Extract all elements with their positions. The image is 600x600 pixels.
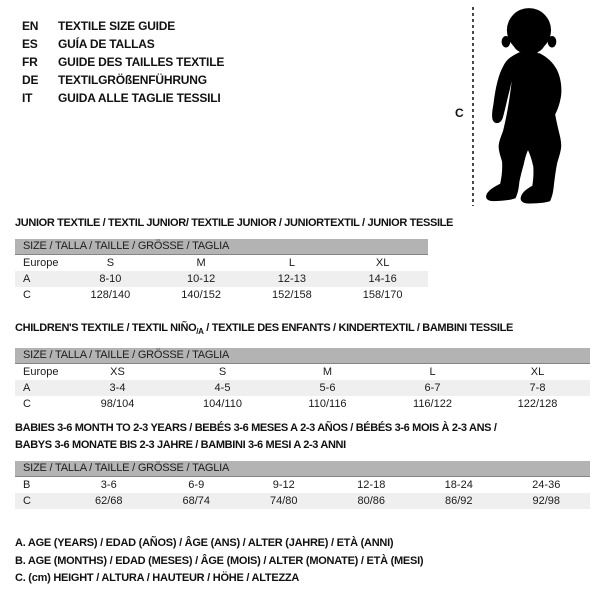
table-row xyxy=(15,255,428,271)
cell: 14-16 xyxy=(368,273,397,285)
table-row xyxy=(15,380,590,396)
cell: 98/104 xyxy=(100,398,135,410)
cell: 68/74 xyxy=(182,495,211,507)
language-code: IT xyxy=(22,91,33,105)
cell: 128/140 xyxy=(90,289,131,301)
table-row xyxy=(15,287,428,303)
babies-section-title xyxy=(15,420,497,454)
row-label: Europe xyxy=(23,366,59,378)
table-row xyxy=(15,493,590,509)
row-label: C xyxy=(23,289,31,301)
babies-title-line2: BABYS 3-6 MONATE BIS 2-3 JAHRE / BAMBINI 3-6 MESI A 2-3 ANNI xyxy=(15,439,346,451)
cell: 12-18 xyxy=(357,479,386,491)
cell: 24-36 xyxy=(532,479,561,491)
row-label: Europe xyxy=(23,257,59,269)
babies-size-header: SIZE / TALLA / TAILLE / GRÖSSE / TAGLIA xyxy=(15,461,590,477)
cell: 8-10 xyxy=(99,273,122,285)
children-title-suffix: / TEXTILE DES ENFANTS / KINDERTEXTIL / BAMBINI TESSILE xyxy=(203,322,513,334)
language-code: EN xyxy=(22,19,39,33)
cell: S xyxy=(218,366,227,378)
toddler-body xyxy=(486,52,561,203)
junior-size-header: SIZE / TALLA / TAILLE / GRÖSSE / TAGLIA xyxy=(15,239,428,255)
cell: 140/152 xyxy=(181,289,221,301)
cell: 80/86 xyxy=(357,495,386,507)
cell: 18-24 xyxy=(444,479,473,491)
children-title-subscript: /A xyxy=(196,327,204,337)
cell: 122/128 xyxy=(517,398,558,410)
language-row-en xyxy=(22,17,224,35)
children-section-title xyxy=(15,320,513,340)
junior-size-table xyxy=(15,239,428,303)
cell: L xyxy=(288,257,295,269)
cell: 116/122 xyxy=(413,398,452,410)
cell: L xyxy=(429,366,436,378)
language-code: DE xyxy=(22,73,39,87)
height-measure-dotted-line xyxy=(472,7,474,206)
cell: 4-5 xyxy=(214,382,231,394)
table-row xyxy=(15,396,590,412)
row-label: C xyxy=(23,495,31,507)
legend-line-c: C. (cm) HEIGHT / ALTURA / HAUTEUR / HÖHE / ALTEZZA xyxy=(15,572,300,584)
cell: 74/80 xyxy=(269,495,298,507)
junior-section-title: JUNIOR TEXTILE / TEXTIL JUNIOR/ TEXTILE JUNIOR / JUNIORTEXTIL / JUNIOR TESSILE xyxy=(15,217,454,229)
cell: 86/92 xyxy=(444,495,473,507)
cell: 7-8 xyxy=(529,382,546,394)
language-list xyxy=(22,17,224,107)
height-figure-label: C xyxy=(455,106,464,120)
cell: 5-6 xyxy=(319,382,336,394)
language-row-de xyxy=(22,71,224,89)
language-row-it xyxy=(22,89,224,107)
table-row xyxy=(15,477,590,493)
row-label: A xyxy=(23,382,31,394)
children-title-prefix: CHILDREN'S TEXTILE / TEXTIL NIÑO xyxy=(15,322,197,334)
cell: 152/158 xyxy=(271,289,312,301)
language-label: GUIDE DES TAILLES TEXTILE xyxy=(58,55,225,69)
toddler-left-ear xyxy=(502,36,511,48)
toddler-silhouette xyxy=(480,6,576,208)
legend-line-b: B. AGE (MONTHS) / EDAD (MESES) / ÂGE (MOIS) / ALTER (MONATE) / ETÀ (MESI) xyxy=(15,554,424,567)
language-code: ES xyxy=(22,37,38,51)
language-label: TEXTILE SIZE GUIDE xyxy=(58,19,176,33)
cell: 110/116 xyxy=(308,398,347,410)
cell: 158/170 xyxy=(362,289,403,301)
cell: M xyxy=(322,366,333,378)
cell: 10-12 xyxy=(187,273,216,285)
table-row xyxy=(15,271,428,287)
cell: 6-9 xyxy=(188,479,205,491)
cell: XS xyxy=(110,366,125,378)
toddler-right-ear xyxy=(548,36,557,48)
cell: 6-7 xyxy=(424,382,441,394)
cell: 104/110 xyxy=(203,398,242,410)
cell: 9-12 xyxy=(272,479,295,491)
language-label: TEXTILGRÖßENFÜHRUNG xyxy=(58,73,207,87)
children-size-header: SIZE / TALLA / TAILLE / GRÖSSE / TAGLIA xyxy=(15,348,590,364)
children-size-table xyxy=(15,348,590,412)
cell: 62/68 xyxy=(94,495,123,507)
language-row-fr xyxy=(22,53,224,71)
row-label: C xyxy=(23,398,31,410)
cell: XL xyxy=(530,366,545,378)
cell: 92/98 xyxy=(532,495,561,507)
cell: 3-4 xyxy=(109,382,126,394)
cell: M xyxy=(196,257,206,269)
table-row xyxy=(15,364,590,380)
language-label: GUIDA ALLE TAGLIE TESSILI xyxy=(58,91,221,105)
language-row-es xyxy=(22,35,224,53)
legend-line-a: A. AGE (YEARS) / EDAD (AÑOS) / ÂGE (ANS) / ALTER (JAHRE) / ETÀ (ANNI) xyxy=(15,537,394,549)
babies-size-table xyxy=(15,461,590,509)
cell: XL xyxy=(375,257,390,269)
legend xyxy=(15,535,423,588)
cell: 12-13 xyxy=(277,273,306,285)
language-label: GUÍA DE TALLAS xyxy=(58,37,155,51)
cell: S xyxy=(106,257,115,269)
babies-title-line1: BABIES 3-6 MONTH TO 2-3 YEARS / BEBÉS 3-6 MESES A 2-3 AÑOS / BÉBÉS 3-6 MOIS À 2-3 ANS / xyxy=(15,422,497,434)
row-label: B xyxy=(23,479,31,491)
row-label: A xyxy=(23,273,31,285)
language-code: FR xyxy=(22,55,38,69)
cell: 3-6 xyxy=(100,479,117,491)
